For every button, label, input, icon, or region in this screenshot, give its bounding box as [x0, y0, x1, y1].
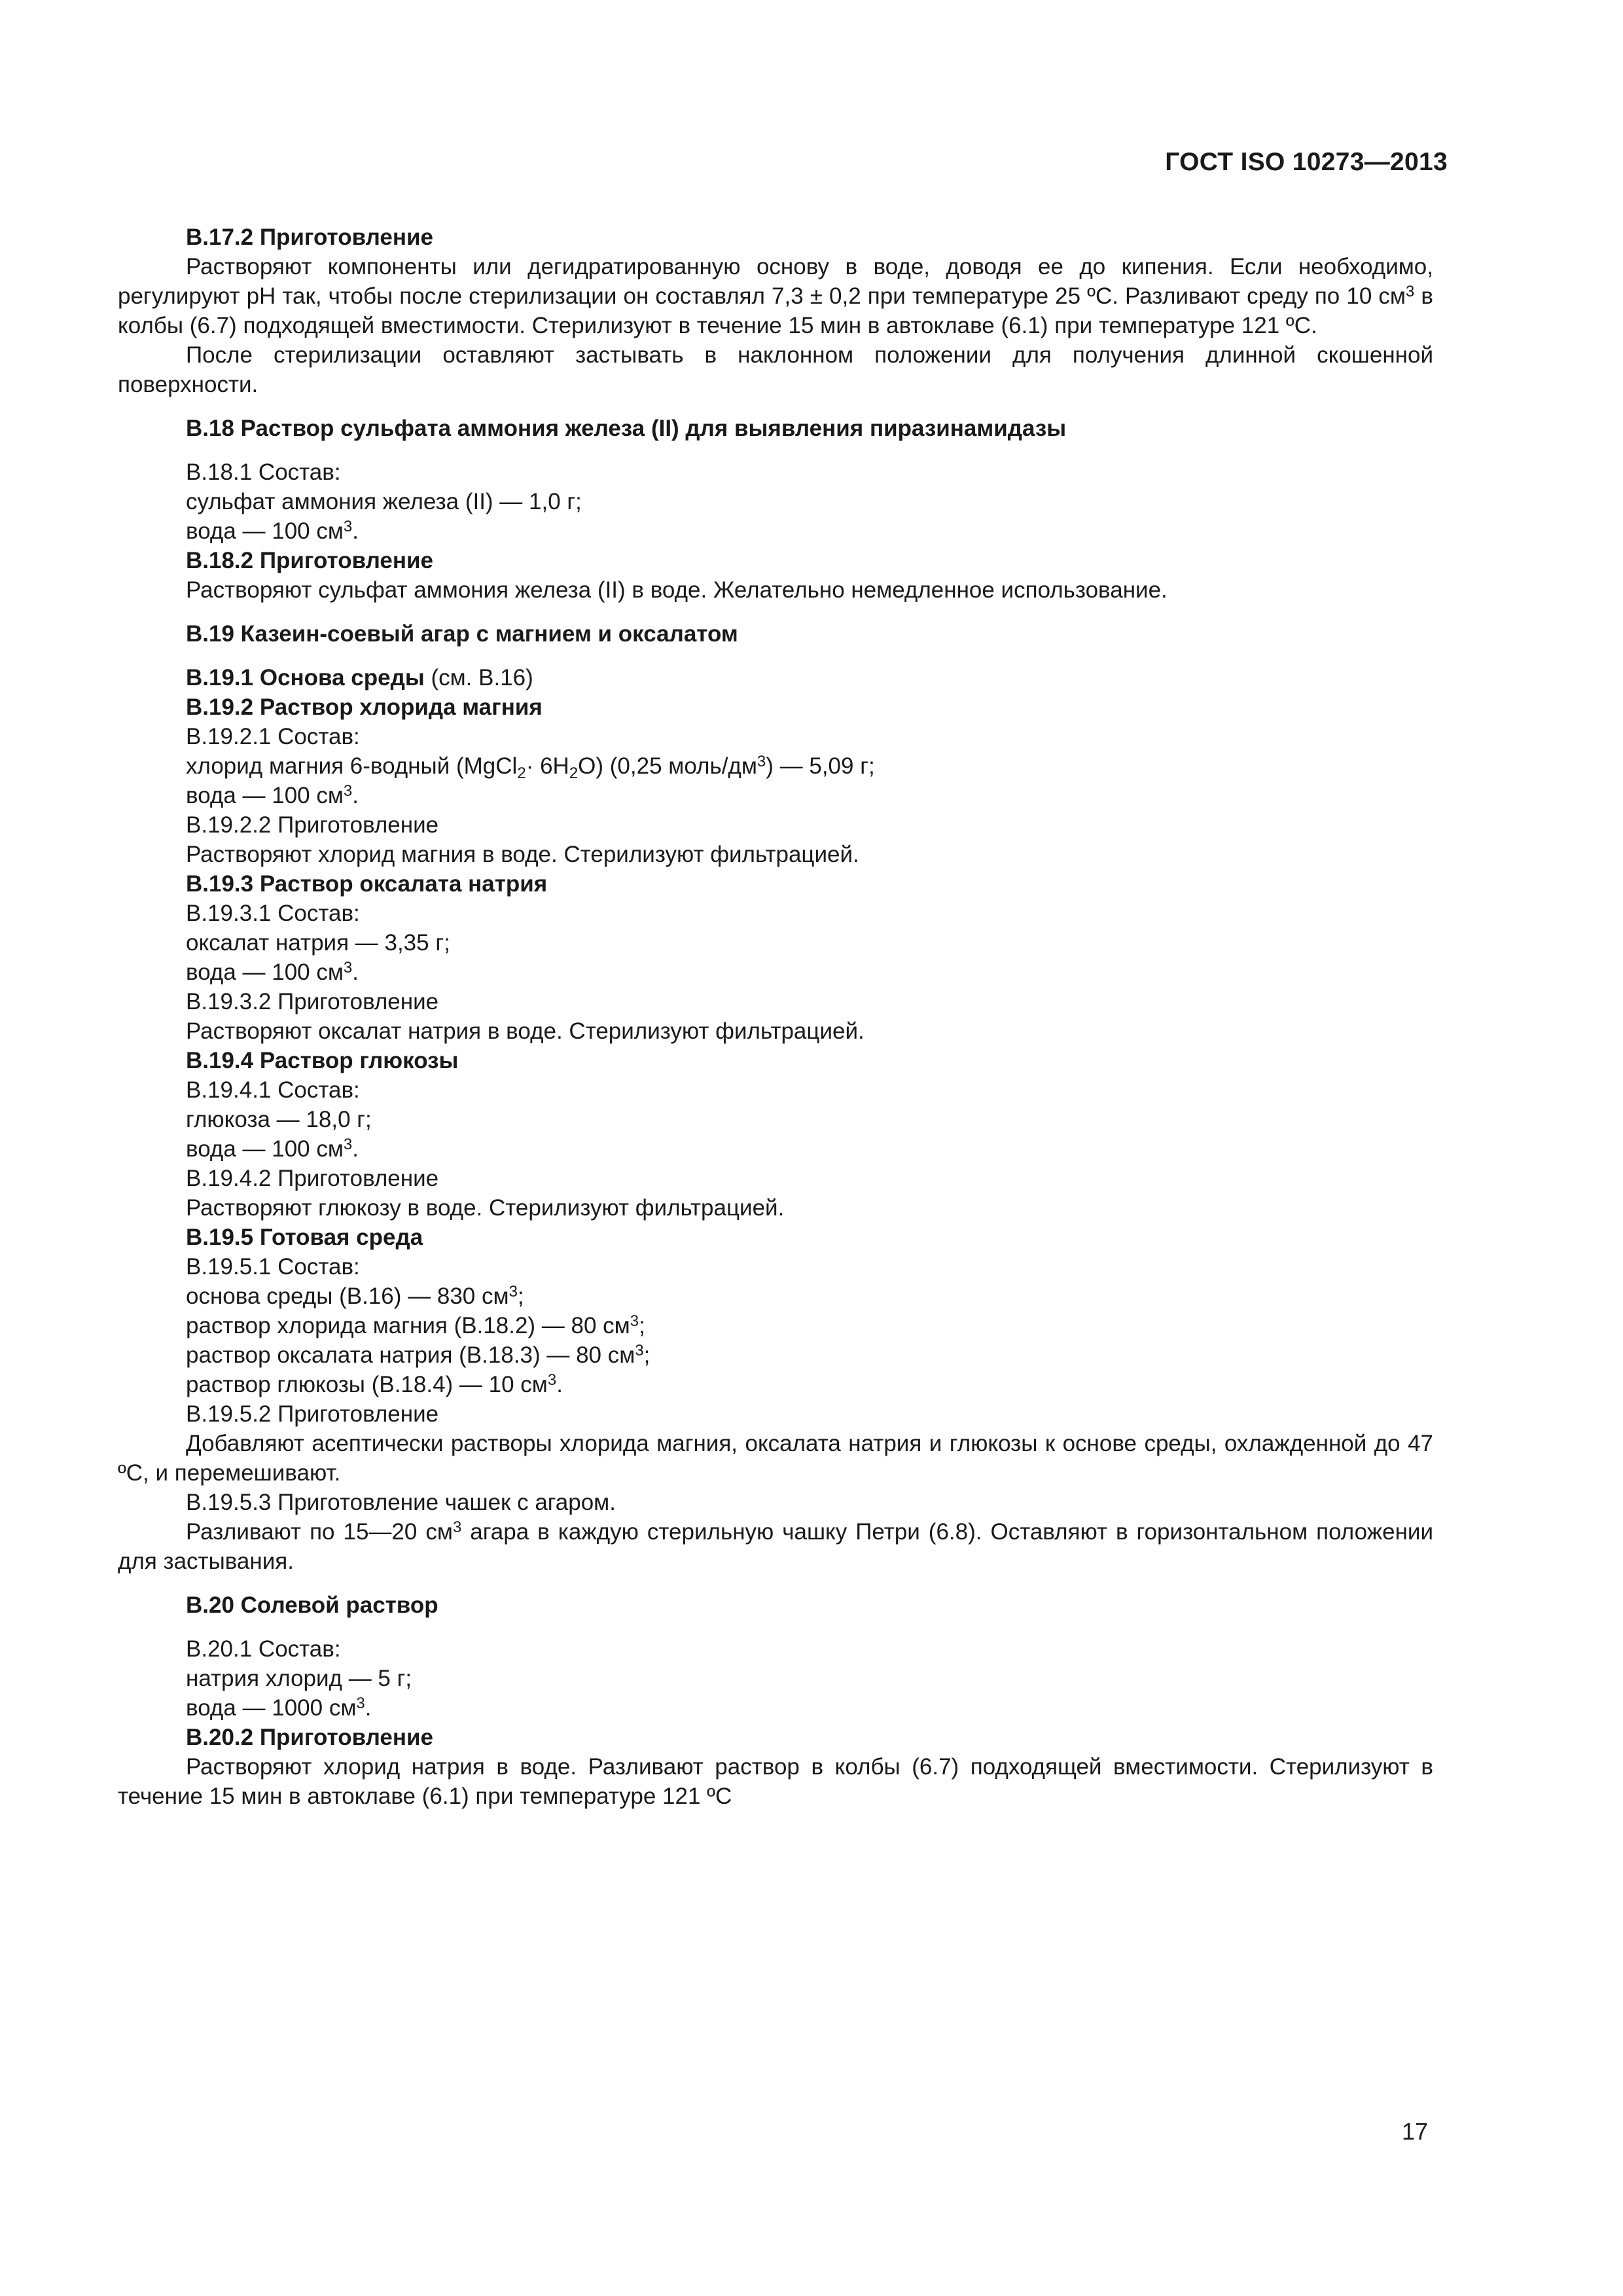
- section-title: В.20 Солевой раствор: [186, 1592, 438, 1618]
- subsection-label: В.19.3.1 Состав:: [186, 901, 360, 926]
- subsection-heading: В.19.1 Основа среды (см. В.16): [186, 665, 533, 691]
- composition-item: раствор оксалата натрия (В.18.3) — 80 $см^3$;: [186, 1342, 651, 1368]
- subsection-label: В.20.1 Состав:: [186, 1636, 341, 1662]
- section-heading: В.17.2 Приготовление: [186, 224, 433, 250]
- paragraph: Добавляют асептически растворы хлорида магния, оксалата натрия и глюкозы к основе среды, охлажденной до 47 ºC, и перемешивают.: [118, 1431, 1433, 1486]
- paragraph: После стерилизации оставляют застывать в наклонном положении для получения длинной скошенной поверхности.: [118, 342, 1433, 397]
- subsection-label: В.18.1 Состав:: [186, 459, 341, 485]
- composition-item: основа среды (В.16) — 830 $см^3$;: [186, 1283, 524, 1309]
- composition-item: вода — 100 $см^3$.: [186, 782, 359, 808]
- composition-item: сульфат аммония железа (II) — 1,0 г;: [186, 489, 582, 514]
- paragraph: Растворяют оксалат натрия в воде. Стерилизуют фильтрацией.: [186, 1018, 865, 1044]
- section-title: В.18 Раствор сульфата аммония железа (II) для выявления пиразинамидазы: [186, 416, 1067, 441]
- composition-item: оксалат натрия — 3,35 г;: [186, 930, 450, 956]
- composition-item: глюкоза — 18,0 г;: [186, 1107, 372, 1132]
- document-body: [118, 223, 1433, 1811]
- page-number: 17: [1401, 2118, 1428, 2145]
- document-header: ГОСТ ISO 10273—2013: [1165, 148, 1448, 176]
- subsection-heading: В.19.3 Раствор оксалата натрия: [186, 871, 548, 897]
- composition-item: хлорид магния 6-водный (MgCl$_2$· $6H_2O$) (0,25 моль/$дм^3$) — 5,09 г;: [186, 753, 875, 782]
- paragraph: Растворяют хлорид магния в воде. Стерилизуют фильтрацией.: [186, 842, 859, 867]
- composition-item: раствор глюкозы (В.18.4) — 10 $см^3$.: [186, 1371, 563, 1397]
- paragraph: Растворяют глюкозу в воде. Стерилизуют фильтрацией.: [186, 1195, 785, 1221]
- paragraph: Растворяют хлорид натрия в воде. Разливают раствор в колбы (6.7) подходящей вместимости. Стерилизуют в течение 15 мин в автоклаве (6.1) при температуре 121 ºC: [118, 1754, 1433, 1809]
- composition-item: вода — 1000 $см^3$.: [186, 1695, 372, 1721]
- subsection-label: В.19.4.1 Состав:: [186, 1077, 360, 1103]
- subsection-label: В.19.4.2 Приготовление: [186, 1166, 439, 1191]
- subsection-label: В.19.2.2 Приготовление: [186, 812, 439, 838]
- subsection-label: В.19.5.2 Приготовление: [186, 1401, 439, 1427]
- paragraph: Разливают по 15—20 $см^3$ агара в каждую стерильную чашку Петри (6.8). Оставляют в горизонтальном положении для застывания.: [118, 1518, 1433, 1574]
- composition-item: вода — 100 $см^3$.: [186, 959, 359, 985]
- composition-item: раствор хлорида магния (В.18.2) — 80 $см^3$;: [186, 1312, 645, 1338]
- subsection-label: В.19.2.1 Состав:: [186, 724, 360, 749]
- section-heading: В.18.2 Приготовление: [186, 548, 433, 573]
- paragraph: Растворяют сульфат аммония железа (II) в воде. Желательно немедленное использование.: [186, 577, 1168, 603]
- composition-item: вода — 100 $см^3$.: [186, 518, 359, 544]
- paragraph: Растворяют компоненты или дегидратированную основу в воде, доводя ее до кипения. Если необходимо, регулируют pH так, чтобы после стерилизации он составлял 7,3 ± 0,2 при температуре 25 ºC. Разливают среду по 10 $см^3$ в колбы (6.7) подходящей вместимости. Стерилизуют в течение 15 мин в автоклаве (6.1) при температуре 121 ºC.: [118, 254, 1433, 338]
- composition-item: вода — 100 $см^3$.: [186, 1136, 359, 1162]
- subsection-heading: В.19.5 Готовая среда: [186, 1225, 423, 1250]
- section-title: В.19 Казеин-соевый агар с магнием и оксалатом: [186, 621, 738, 647]
- subsection-label: В.19.5.1 Состав:: [186, 1254, 360, 1280]
- subsection-heading: В.19.4 Раствор глюкозы: [186, 1048, 459, 1073]
- subsection-heading: В.19.2 Раствор хлорида магния: [186, 694, 543, 720]
- composition-item: натрия хлорид — 5 г;: [186, 1666, 412, 1691]
- subsection-label: В.19.5.3 Приготовление чашек с агаром.: [186, 1490, 616, 1515]
- section-heading: В.20.2 Приготовление: [186, 1725, 433, 1750]
- subsection-label: В.19.3.2 Приготовление: [186, 989, 439, 1014]
